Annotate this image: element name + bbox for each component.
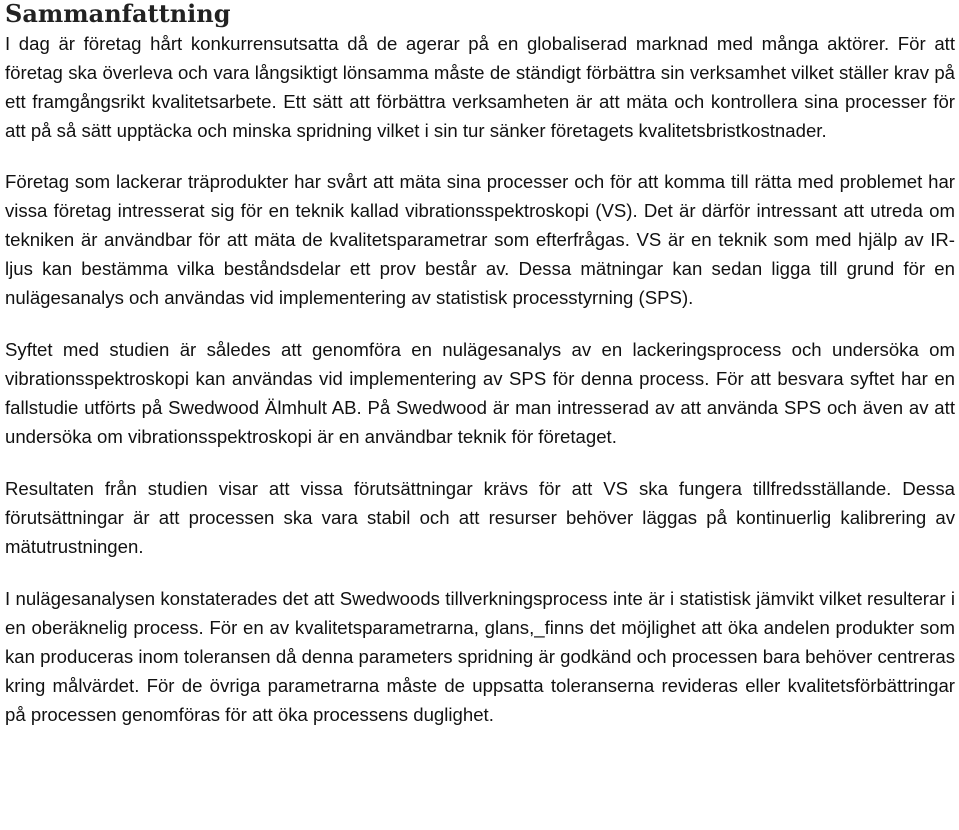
paragraph-4: Resultaten från studien visar att vissa förutsättningar krävs för att VS ska fungera tillfredsställande. Dessa förutsättningar är att processen ska vara stabil och att resurser behöver läggas på kontinuerlig kalibrering av mätutrustningen. <box>5 478 955 557</box>
paragraph-1: I dag är företag hårt konkurrensutsatta då de agerar på en globaliserad marknad med många aktörer. För att företag ska överleva och vara långsiktigt lönsamma måste de ständigt förbättra sin verksamhet vilket ställer krav på ett framgångsrikt kvalitetsarbete. Ett sätt att förbättra verksamheten är att mäta och kontrollera sina processer för att på så sätt upptäcka och minska spridning vilket i sin tur sänker företagets kvalitetsbristkostnader. <box>5 33 955 141</box>
paragraph-2: Företag som lackerar träprodukter har svårt att mäta sina processer och för att komma till rätta med problemet har vissa företag intresserat sig för en teknik kallad vibrationsspektroskopi (VS). Det är därför intressant att utreda om tekniken är användbar för att mäta de kvalitetsparametrar som efterfrågas. VS är en teknik som med hjälp av IR-ljus kan bestämma vilka beståndsdelar ett prov består av. Dessa mätningar kan sedan ligga till grund för en nulägesanalys och användas vid implementering av statistisk processtyrning (SPS). <box>5 171 955 308</box>
document-page <box>5 0 955 729</box>
paragraph-3: Syftet med studien är således att genomföra en nulägesanalys av en lackeringsprocess och undersöka om vibrationsspektroskopi kan användas vid implementering av SPS för denna process. För att besvara syftet har en fallstudie utförts på Swedwood Älmhult AB. På Swedwood är man intresserad av att använda SPS och även av att undersöka om vibrationsspektroskopi är en användbar teknik för företaget. <box>5 339 955 447</box>
page-title: Sammanfattning <box>5 0 231 28</box>
paragraph-5: I nulägesanalysen konstaterades det att Swedwoods tillverkningsprocess inte är i statistisk jämvikt vilket resulterar i en oberäknelig process. För en av kvalitetsparametrarna, glans,_finns det möjlighet att öka andelen produkter som kan produceras inom toleransen då denna parameters spridning är godkänd och processen bara behöver centreras kring målvärdet. För de övriga parametrarna måste de uppsatta toleranserna revideras eller kvalitetsförbättringar på processen genomföras för att öka processens duglighet. <box>5 588 955 725</box>
